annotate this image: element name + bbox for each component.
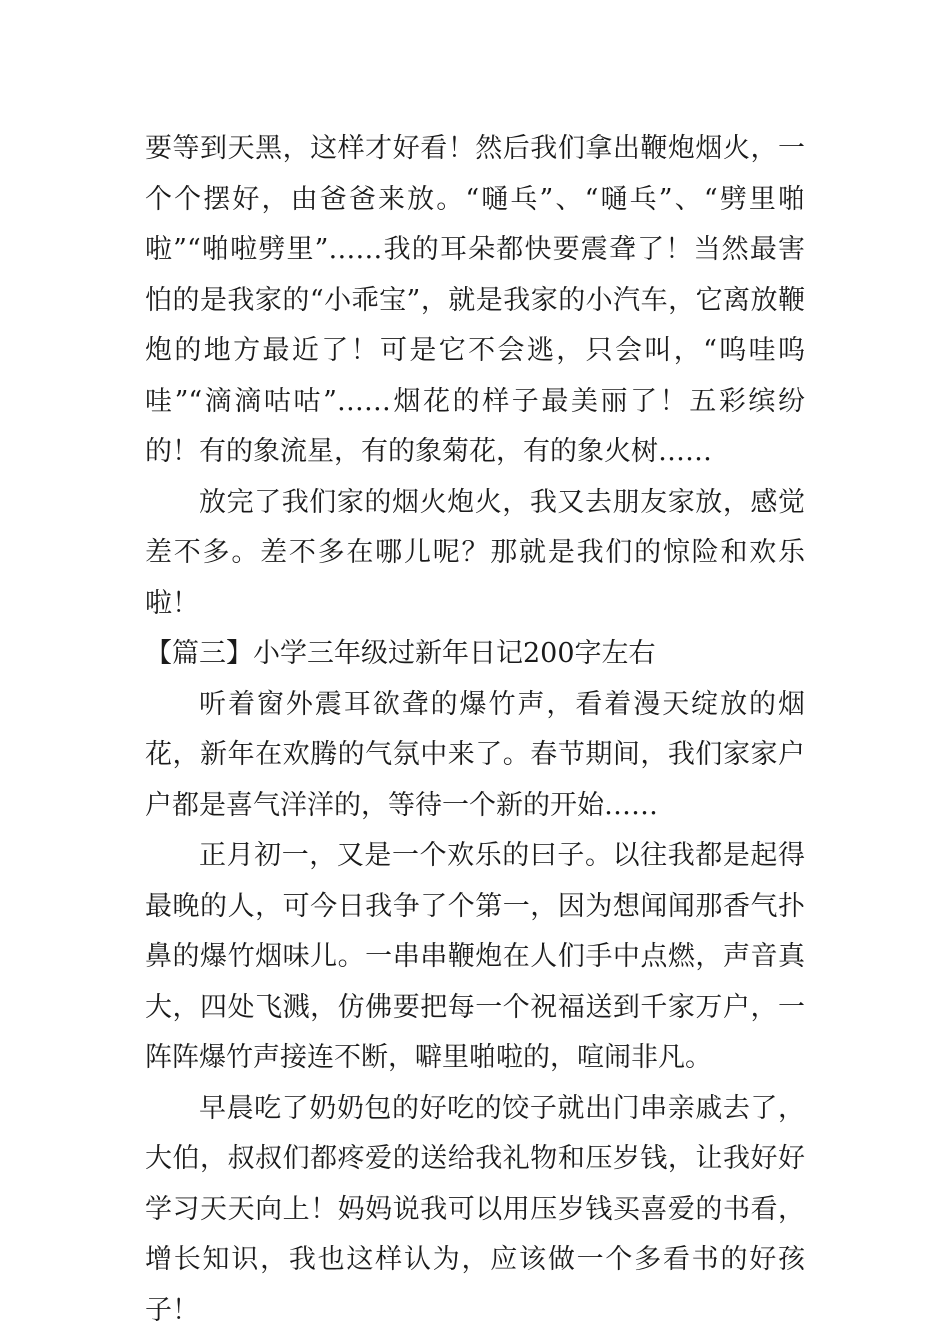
paragraph-continuation: 要等到天黑，这样才好看！然后我们拿出鞭炮烟火，一个个摆好，由爸爸来放。“嗵乓”、“嗵乓”、“劈里啪啦”“啪啦劈里”……我的耳朵都快要震聋了！当然最害怕的是我家的“小乖宝”，就是我家的小汽车，它离放鞭炮的地方最近了！可是它不会逃，只会叫，“呜哇呜哇”“滴滴咕咕”……烟花的样子最美丽了！五彩缤纷的！有的象流星，有的象菊花，有的象火树…… — [145, 133, 805, 467]
paragraph-fireworks-end: 放完了我们家的烟火炮火，我又去朋友家放，感觉差不多。差不多在哪儿呢？那就是我们的惊险和欢乐啦！ — [145, 486, 805, 619]
section-heading: 【篇三】小学三年级过新年日记200字左右 — [145, 638, 656, 669]
paragraph-first-day: 正月初一，又是一个欢乐的曰子。以往我都是起得最晚的人，可今日我争了个第一，因为想闻闻那香气扑鼻的爆竹烟味儿。一串串鞭炮在人们手中点燃，声音真大，四处飞溅，仿佛要把每一个祝福送到千家万户，一阵阵爆竹声接连不断，噼里啪啦的，喧闹非凡。 — [145, 840, 805, 1073]
paragraph-new-year-intro: 听着窗外震耳欲聋的爆竹声，看着漫天绽放的烟花，新年在欢腾的气氛中来了。春节期间，我们家家户户都是喜气洋洋的，等待一个新的开始…… — [145, 688, 805, 821]
paragraph-visiting-relatives: 早晨吃了奶奶包的好吃的饺子就出门串亲戚去了，大伯，叔叔们都疼爱的送给我礼物和压岁钱，让我好好学习天天向上！妈妈说我可以用压岁钱买喜爱的书看，增长知识，我也这样认为，应该做一个多看书的好孩子！ — [145, 1092, 805, 1326]
document-body — [145, 124, 805, 1336]
